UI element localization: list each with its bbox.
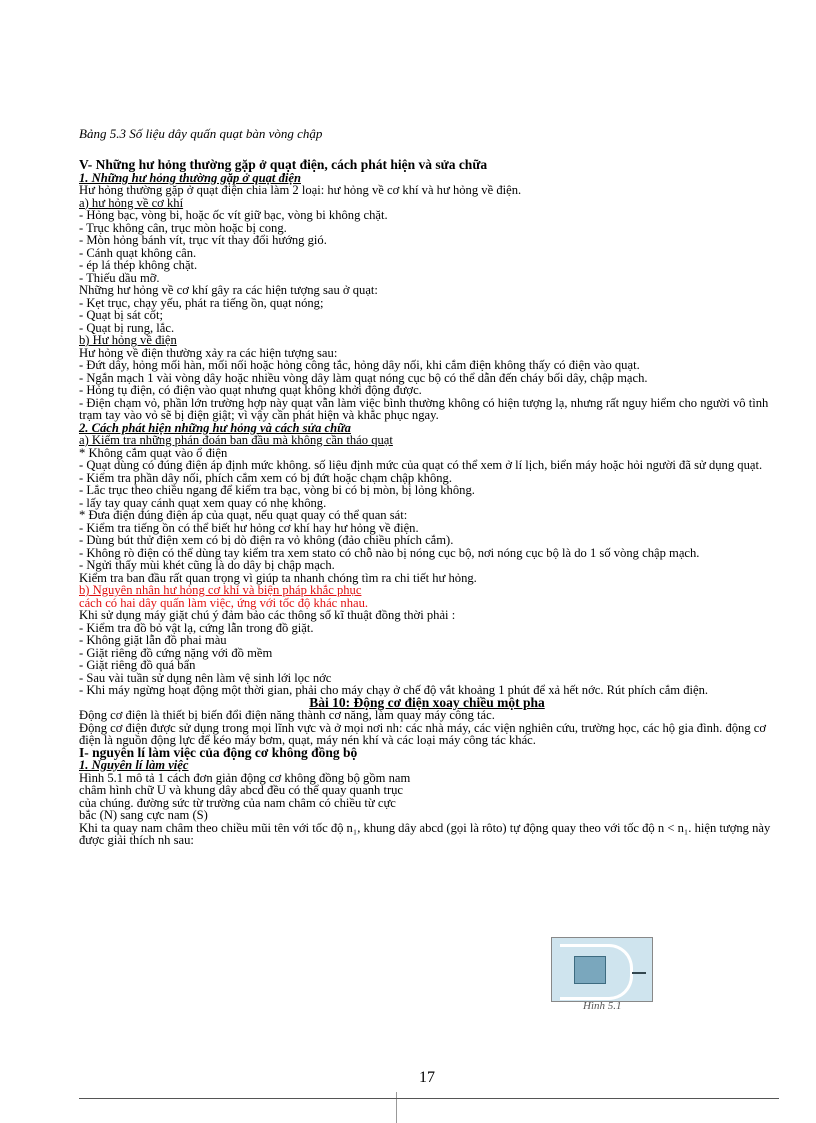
text-line: 2. Cách phát hiện những hư hỏng và cách sửa chữa — [79, 420, 351, 435]
text-line: a) Kiểm tra những phán đoán ban đầu mà không cần tháo quạt — [79, 433, 393, 447]
text-line: * Đưa điện đúng điện áp của quạt, nếu quạt quay có thể quan sát: — [79, 508, 408, 522]
text-line: Bài 10: Động cơ điện xoay chiều một pha — [309, 694, 545, 710]
text-line: - Quạt dùng có đúng điện áp định mức không. số liệu định mức của quạt có thể xem ở lí lịch, biển máy hoặc hỏi người đã sử dụng quạt. — [79, 458, 763, 472]
text-line: - Đứt dây, hỏng mối hàn, mối nối hoặc hỏng công tắc, hỏng dây nối, khi cắm điện không thấy có điện vào quạt. — [79, 358, 640, 372]
text-line: bắc (N) sang cực nam (S) — [79, 808, 208, 822]
text-line: - Mòn hỏng bánh vít, trục vít thay đổi hướng gió. — [79, 233, 327, 247]
text-line: - Thiếu dầu mỡ. — [79, 270, 160, 285]
coil-frame-shape — [574, 956, 606, 984]
text-line: 1. Nguyên lí làm việc — [79, 758, 189, 772]
text-line: - Ngắn mạch 1 vài vòng dây hoặc nhiều vòng dây làm quạt nóng cục bộ có thể dẫn đến cháy bối dây, chập mạch. — [79, 370, 648, 385]
footer-rule — [79, 1098, 779, 1099]
text-line: của chúng. đường sức từ trường của nam châm có chiều từ cực — [79, 795, 396, 810]
text-line: - Không rò điện có thể dùng tay kiểm tra xem stato có chỗ nào bị nóng cục bộ, nơi nóng cục bộ là do 1 số vòng chập mạch. — [79, 545, 700, 560]
text-line: cách có hai dây quấn làm việc, ứng với tốc độ khác nhau. — [79, 595, 369, 610]
footer-vertical-rule — [396, 1092, 397, 1123]
text-line: - Quạt bị sát cốt; — [79, 308, 163, 322]
text-line: V- Những hư hỏng thường gặp ở quạt điện, cách phát hiện và sửa chữa — [79, 157, 488, 172]
text-line: - Hỏng bạc, vòng bi, hoặc ốc vít giữ bạc, vòng bi không chặt. — [79, 208, 388, 222]
text-line: - Ngửi thấy mùi khét cũng là do dây bị chập mạch. — [79, 558, 335, 572]
text-line: a) hư hỏng về cơ khí — [79, 195, 184, 210]
figure-5-1-image — [551, 937, 653, 1002]
text-line: Hư hỏng về điện thường xảy ra các hiện tượng sau: — [79, 345, 338, 360]
text-line: - Khi máy ngừng hoạt động một thời gian, phải cho máy chạy ở chế độ vắt khoảng 1 phút để xả hết nớc. Rút phích cắm điện. — [79, 683, 709, 697]
text-line: - Trục không cân, trục mòn hoặc bị cong. — [79, 220, 287, 235]
text-line: - Giặt riêng đồ quá bẩn — [79, 658, 196, 672]
page-number: 17 — [419, 1069, 435, 1086]
text-line: - Sau vài tuần sử dụng nên làm vệ sinh lới lọc nớc — [79, 670, 332, 685]
text-line: - Giặt riêng đồ cứng nặng với đồ mềm — [79, 645, 273, 660]
text-line: b) Nguyên nhân hư hỏng cơ khí và biện pháp khắc phục — [79, 583, 362, 597]
text-line: - Kiểm tra đồ bỏ vật lạ, cứng lẫn trong đồ giặt. — [79, 620, 314, 635]
document-page — [79, 126, 775, 847]
text-line: - Kiểm tra phần dây nối, phích cắm xem có bị đứt hoặc chạm chập không. — [79, 470, 452, 485]
text-line: I- nguyên lí làm việc của động cơ không đồng bộ — [79, 744, 358, 760]
text-line: Hư hỏng thường gặp ở quạt điện chia làm 2 loại: hư hỏng về cơ khí và hư hỏng về điện. — [79, 183, 522, 197]
text-line: - Kiểm tra tiếng ồn có thể biết hư hỏng cơ khí hay hư hỏng về điện. — [79, 520, 419, 535]
text-line: Động cơ điện được sử dụng trong mọi lĩnh vực và ở mọi nơi nh: các nhà máy, các viện nghiên cứu, trường học, các hộ gia đình. động cơ điện là nguồn động lực để kéo máy bơm, quạt, máy nén khí và các loại máy công tác khác. — [79, 720, 767, 747]
text-line: - lấy tay quay cánh quạt xem quay có nhẹ không. — [79, 495, 327, 510]
shaft-shape — [632, 964, 646, 974]
text-line: - Kẹt trục, chạy yếu, phát ra tiếng ồn, quạt nóng; — [79, 295, 324, 310]
text-line: * Không cắm quạt vào ổ điện — [79, 445, 228, 460]
text-line: - Không giặt lẫn đồ phai màu — [79, 633, 227, 647]
text-line: - Cánh quạt không cân. — [79, 245, 197, 260]
text-line: Hình 5.1 mô tả 1 cách đơn giản động cơ không đồng bộ gồm nam — [79, 770, 411, 785]
text-line: - Điện chạm vỏ, phần lớn trường hợp này quạt vẫn làm việc bình thường không có hiện tượng lạ, nhưng rất nguy hiểm cho người vô tình trạm tay vào vỏ sẽ bị điện giật; vì vậy cần phát hiện và khắc phục ngay. — [79, 395, 769, 422]
text-line: - Hỏng tụ điện, có điện vào quạt nhưng quạt không khởi động được. — [79, 383, 422, 397]
text-line: Những hư hỏng về cơ khí gây ra các hiện tượng sau ở quạt: — [79, 283, 378, 297]
figure-caption: Hình 5.1 — [583, 1000, 622, 1012]
document-body — [79, 159, 775, 847]
text-line: - Lắc trục theo chiều ngang để kiểm tra bạc, vòng bi có bị mòn, bị lỏng không. — [79, 483, 475, 497]
text-line: Kiểm tra ban đầu rất quan trọng vì giúp ta nhanh chóng tìm ra chi tiết hư hỏng. — [79, 570, 477, 585]
text-line: Khi sử dụng máy giặt chú ý đảm bảo các thông số kĩ thuật đồng thời phải : — [79, 608, 456, 622]
text-line: Khi ta quay nam châm theo chiều mũi tên với tốc độ n₁, khung dây abcd (gọi là rôto) tự động quay theo với tốc độ n < n₁. hiện tượng này được giải thích nh sau: — [79, 820, 771, 847]
text-line: - Dùng bút thử điện xem có bị dò điện ra vỏ không (đảo chiều phích cắm). — [79, 533, 454, 547]
table-caption: Bảng 5.3 Số liệu dây quấn quạt bàn vòng chập — [79, 126, 323, 141]
text-line: châm hình chữ U và khung dây abcd đều có thể quay quanh trục — [79, 783, 404, 797]
text-line: - Quạt bị rung, lắc. — [79, 320, 175, 335]
text-line: - ép lá thép không chặt. — [79, 258, 198, 272]
text-line: b) Hư hỏng về điện — [79, 333, 177, 347]
text-line: 1. Những hư hỏng thường gặp ở quạt điện — [79, 170, 301, 185]
text-line: Động cơ điện là thiết bị biến đổi điện năng thành cơ năng, làm quay máy công tác. — [79, 708, 495, 722]
